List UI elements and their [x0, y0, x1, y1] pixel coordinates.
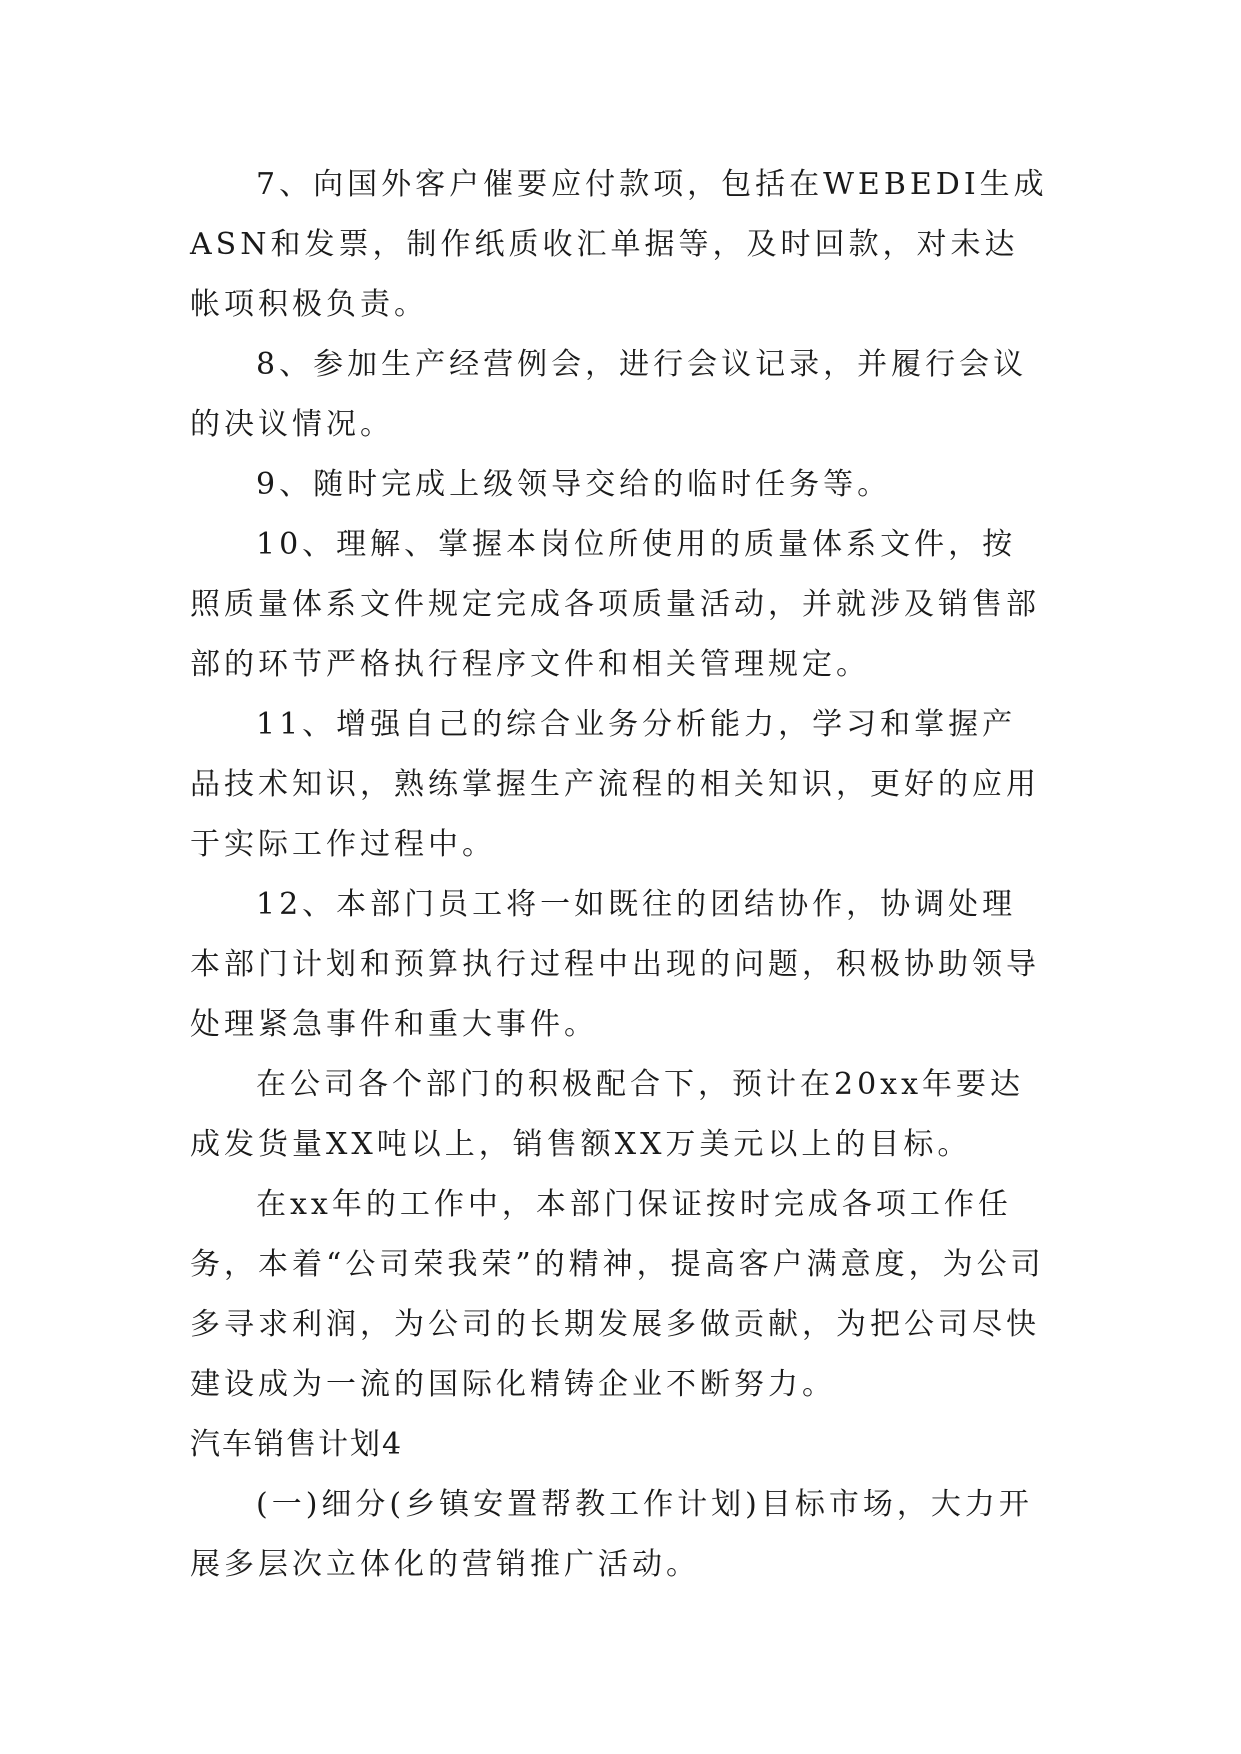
- paragraph-item-10: 10、理解、掌握本岗位所使用的质量体系文件，按照质量体系文件规定完成各项质量活动，并就涉及销售部部的环节严格执行程序文件和相关管理规定。: [190, 527, 1040, 682]
- paragraph-item-9: 9、随时完成上级领导交给的临时任务等。: [256, 467, 892, 502]
- paragraph-item-7: 7、向国外客户催要应付款项，包括在WEBEDI生成ASN和发票，制作纸质收汇单据等，及时回款，对未达帐项积极负责。: [190, 167, 1048, 322]
- paragraph-section-item-1: (一)细分(乡镇安置帮教工作计划)目标市场，大力开展多层次立体化的营销推广活动。: [190, 1487, 1033, 1582]
- section-heading: 汽车销售计划4: [190, 1427, 404, 1462]
- paragraph-item-8: 8、参加生产经营例会，进行会议记录，并履行会议的决议情况。: [190, 347, 1028, 442]
- document-body: [190, 155, 1050, 1595]
- paragraph-item-11: 11、增强自己的综合业务分析能力，学习和掌握产品技术知识，熟练掌握生产流程的相关知识，更好的应用于实际工作过程中。: [190, 707, 1040, 862]
- paragraph-commitment: 在xx年的工作中，本部门保证按时完成各项工作任务，本着“公司荣我荣”的精神，提高客户满意度，为公司多寻求利润，为公司的长期发展多做贡献，为把公司尽快建设成为一流的国际化精铸企业不断努力。: [190, 1187, 1045, 1402]
- paragraph-item-12: 12、本部门员工将一如既往的团结协作，协调处理本部门计划和预算执行过程中出现的问题，积极协助领导处理紧急事件和重大事件。: [190, 887, 1040, 1042]
- paragraph-target: 在公司各个部门的积极配合下，预计在20xx年要达成发货量XX吨以上，销售额XX万美元以上的目标。: [190, 1067, 1025, 1162]
